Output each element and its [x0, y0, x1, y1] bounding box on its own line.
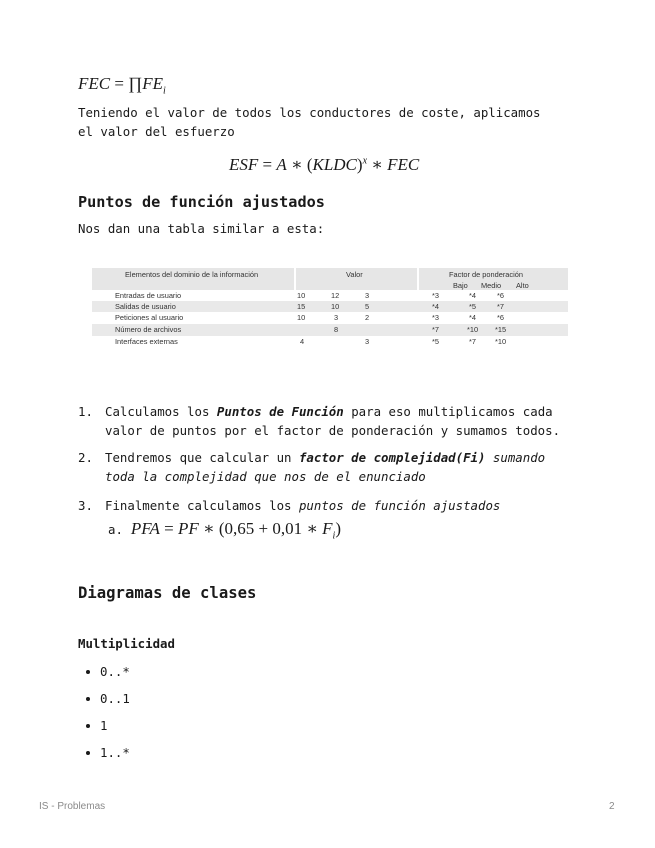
intro-paragraph	[78, 103, 541, 141]
table-cell-v2: 3	[334, 313, 339, 322]
fec-formula: FEC = $\prod FE_i$	[78, 74, 166, 97]
table-row	[92, 336, 568, 348]
multiplicity-list	[84, 662, 130, 770]
table-cell-f3: *6	[497, 291, 504, 300]
weighting-table	[92, 268, 568, 348]
table-cell-v2: 8	[334, 325, 339, 334]
bullet-icon	[86, 670, 90, 674]
table-cell-v3: 3	[365, 291, 370, 300]
list-item: 1. Calculamos los Puntos de Función para eso multiplicamos cada valor de puntos por el factor de ponderación y sumamos todos.	[78, 404, 561, 438]
table-row	[92, 312, 568, 324]
table-cell-f3: *10	[495, 337, 507, 346]
page-number: 2	[609, 801, 615, 812]
subsection-multiplicity: Multiplicidad	[78, 636, 175, 651]
table-cell-f2: *5	[469, 302, 476, 311]
list-item: 0..*	[84, 662, 130, 689]
table-cell-f3: *7	[497, 302, 504, 311]
table-cell-v3: 3	[365, 337, 370, 346]
sub-item-marker: a.	[108, 522, 123, 537]
table-cell-name: Entradas de usuario	[115, 291, 182, 300]
table-cell-v1: 4	[300, 337, 305, 346]
table-subheader-high: Alto	[516, 281, 529, 290]
pfa-formula: PFA = PF ∗ (0,65 + 0,01 ∗ $F_i$)	[130, 519, 341, 542]
table-cell-f1: *5	[432, 337, 439, 346]
table-subheader-low: Bajo	[453, 281, 468, 290]
table-subheader-mid: Medio	[481, 281, 502, 290]
bullet-icon	[86, 751, 90, 755]
term-pfa: puntos de función ajustados	[298, 498, 501, 513]
table-cell-f3: *15	[495, 325, 507, 334]
section-lead-pfa: Nos dan una tabla similar a esta:	[78, 221, 325, 236]
section-title-classes: Diagramas de clases	[78, 584, 257, 602]
table-cell-name: Número de archivos	[115, 325, 182, 334]
table-header-value: Valor	[346, 270, 363, 279]
table-row	[92, 290, 568, 301]
table-cell-f2: *4	[469, 291, 476, 300]
fec-rhs: ∏FE	[128, 74, 163, 93]
list-item: 1	[84, 716, 130, 743]
table-cell-v1: 10	[297, 313, 306, 322]
section-title-pfa: Puntos de función ajustados	[78, 193, 325, 211]
table-cell-f2: *10	[467, 325, 479, 334]
list-item: 2. Tendremos que calcular un factor de complejidad(Fi) sumando toda la complejidad que nos de el enunciado	[78, 450, 546, 484]
step-number: 2.	[78, 450, 93, 465]
esf-lhs: ESF	[229, 155, 259, 174]
table-cell-v3: 5	[365, 302, 370, 311]
table-row	[92, 324, 568, 336]
table-cell-f2: *7	[469, 337, 476, 346]
term-factor-complejidad: factor de complejidad(Fi)	[298, 450, 486, 465]
intro-line-1: Teniendo el valor de todos los conductores de coste, aplicamos	[78, 105, 541, 120]
table-cell-name: Salidas de usuario	[115, 302, 176, 311]
esf-fec: FEC	[387, 155, 420, 174]
bullet-icon	[86, 724, 90, 728]
table-cell-f1: *3	[432, 291, 439, 300]
table-cell-f1: *3	[432, 313, 439, 322]
esf-kldc: KLDC	[312, 155, 357, 174]
bullet-icon	[86, 697, 90, 701]
table-cell-f3: *6	[497, 313, 504, 322]
step-number: 1.	[78, 404, 93, 419]
fec-lhs: FEC	[78, 74, 111, 93]
table-cell-f2: *4	[469, 313, 476, 322]
table-cell-f1: *4	[432, 302, 439, 311]
table-cell-name: Interfaces externas	[115, 337, 178, 346]
esf-exp: x	[362, 155, 368, 167]
esf-a: A	[276, 155, 287, 174]
table-cell-name: Peticiones al usuario	[115, 313, 184, 322]
table-cell-v3: 2	[365, 313, 370, 322]
table-cell-v2: 12	[331, 291, 340, 300]
list-item: 0..1	[84, 689, 130, 716]
table-row	[92, 301, 568, 312]
esf-formula: ESF = A ∗ (KLDC)$^x$ ∗ FEC	[229, 155, 420, 174]
intro-line-2: el valor del esfuerzo	[78, 124, 235, 139]
pfa-formula-item	[108, 519, 341, 541]
table-cell-f1: *7	[432, 325, 439, 334]
term-puntos-de-funcion: Puntos de Función	[216, 404, 344, 419]
table-header-factor: Factor de ponderación	[449, 270, 523, 279]
step-number: 3.	[78, 498, 93, 513]
table-cell-v1: 15	[297, 302, 306, 311]
fec-sub: i	[162, 85, 166, 97]
table-header-elements: Elementos del dominio de la información	[125, 270, 259, 279]
list-item: 1..*	[84, 743, 130, 770]
table-cell-v1: 10	[297, 291, 306, 300]
steps-list	[78, 402, 598, 518]
list-item: 3. Finalmente calculamos los puntos de función ajustados	[78, 498, 501, 513]
table-cell-v2: 10	[331, 302, 340, 311]
footer-title: IS - Problemas	[39, 801, 106, 812]
